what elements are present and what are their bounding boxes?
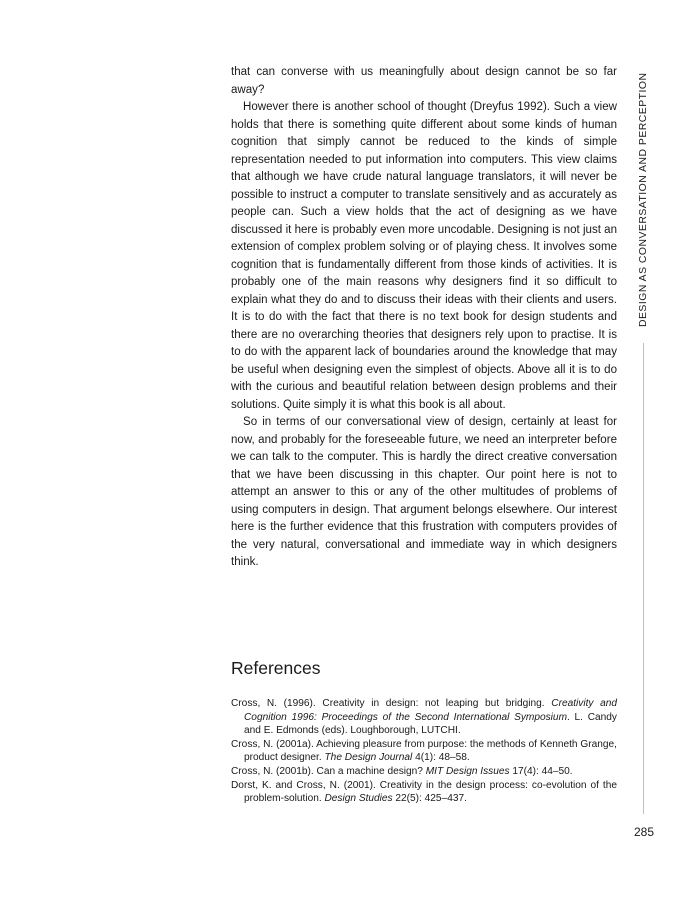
page-number: 285	[634, 825, 655, 839]
reference-text: 4(1): 48–58.	[412, 752, 470, 764]
body-text	[231, 64, 617, 572]
reference-item	[231, 765, 617, 779]
body-paragraph: that can converse with us meaningfully about design cannot be so far away?	[231, 66, 617, 96]
reference-title: The Design Journal	[324, 752, 413, 764]
reference-list	[231, 697, 617, 806]
reference-text: Cross, N. (2001b). Can a machine design?	[231, 765, 426, 777]
reference-text: Dorst, K. and Cross, N. (2001). Creativity in the design process: co-evolution of the problem-solution.	[231, 779, 617, 805]
reference-text: . L. Candy and E. Edmonds (eds). Loughborough, LUTCHI.	[244, 711, 617, 737]
reference-text: Cross, N. (1996). Creativity in design: not leaping but bridging.	[231, 698, 552, 709]
body-paragraph: So in terms of our conversational view of design, certainly at least for now, and probably for the foreseeable future, we need an interpreter before we can talk to the computer. This is hardly the direct creative conversation that we have been discussing in this chapter. Our point here is not to attempt an answer to this or any of the other multitudes of problems of using computers in design. That argument belongs elsewhere. Our interest here is the further evidence that this frustration with computers provides of the very natural, conversational and immediate way in which designers think.	[231, 416, 617, 568]
references-heading: References	[231, 658, 321, 678]
reference-item	[231, 779, 617, 806]
vertical-divider	[643, 343, 644, 814]
reference-title: Creativity and Cognition 1996: Proceedings of the Second International Symposium	[244, 698, 617, 723]
reference-item	[231, 697, 617, 738]
body-paragraph: However there is another school of thought (Dreyfus 1992). Such a view holds that there is something quite different about some kinds of human cognition that simply cannot be reduced to the kinds of simple representation needed to put information into computers. This view claims that although we have crude natural language translators, it will never be possible to instruct a computer to translate sensitively and as accurately as people can. Such a view holds that the act of designing as we have discussed it here is probably even more uncodable. Designing is not just an extension of complex problem solving or of playing chess. It involves some cognition that is fundamentally different from those kinds of activities. It is probably one of the main reasons why designers find it so difficult to explain what they do and to discuss their ideas with their clients and users. It is to do with the fact that there is no text book for design students and there are no overarching theories that designers rely upon to practise. It is to do with the apparent lack of boundaries around the knowledge that may be useful when designing even the simplest of objects. Above all it is to do with the curious and beautiful relation between design problems and their solutions. Quite simply it is what this book is all about.	[231, 101, 617, 411]
running-head: DESIGN AS CONVERSATION AND PERCEPTION	[638, 72, 649, 327]
reference-text: Cross, N. (2001a). Achieving pleasure from purpose: the methods of Kenneth Grange, product designer.	[231, 738, 617, 764]
reference-title: Design Studies	[324, 793, 393, 805]
reference-item	[231, 738, 617, 765]
reference-title: MIT Design Issues	[425, 765, 510, 777]
reference-text: 17(4): 44–50.	[509, 765, 573, 777]
reference-text: 22(5): 425–437.	[392, 793, 467, 805]
